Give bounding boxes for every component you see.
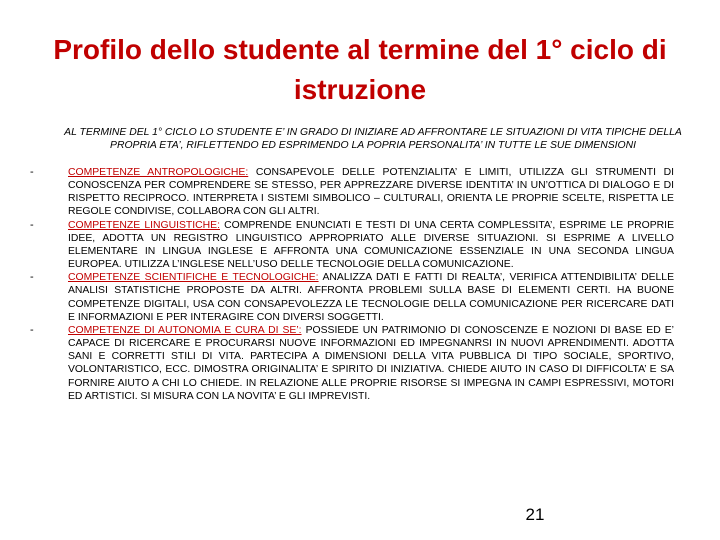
item-heading: COMPETENZE DI AUTONOMIA E CURA DI SE’: — [68, 324, 302, 336]
list-item — [28, 166, 674, 219]
intro-text: AL TERMINE DEL 1° CICLO LO STUDENTE E’ IN GRADO DI INIZIARE AD AFFRONTARE LE SITUAZIONI DI VITA TIPICHE DELLA PROPRIA ETA’, RIFLETTENDO ED ESPRIMENDO LA POPRIA PERSONALITA’ IN TUTTE LE SUE DIMENSIONI — [64, 127, 682, 151]
item-heading: COMPETENZE LINGUISTICHE: — [68, 219, 220, 231]
list-item-body — [68, 271, 674, 324]
item-text: CONSAPEVOLE DELLE POTENZIALITA’ E LIMITI, UTILIZZA GLI STRUMENTI DI CONOSCENZA PER COMPRENDERE SE STESSO, PER APPREZZARE DIVERSE IDENTITA’ IN UN’OTTICA DI DIALOGO E DI RISPETTO RECIPROCO. INTERPRETA I SISTEMI SIMBOLICO – CULTURALI, ORIENTA LE PROPRIE SCELTE, RISPETTA LE REGOLE CONDIVISE, COLLABORA CON GLI ALTRI. — [68, 167, 674, 218]
item-heading: COMPETENZE SCIENTIFICHE E TECNOLOGICHE: — [68, 272, 319, 284]
bullet-dash: - — [30, 166, 34, 178]
item-text: POSSIEDE UN PATRIMONIO DI CONOSCENZE E NOZIONI DI BASE ED E’ CAPACE DI RICERCARE E PROCURARSI NUOVE INFORMAZIONI ED IMPEGNANRSI IN NUOVI APRENDIMENTI. ADOTTA SANI E CORRETTI STILI DI VITA. PARTECIPA A DIMENSIONI DELLA VITA PUBBLICA DI TIPO SOCIALE, SPORTIVO, VOLONTARISTICO, ECC. DIMOSTRA ORIGINALITA’ E SPIRITO DI INIZIATIVA. CHIEDE AIUTO IN CASO DI DIFFICOLTA’ E SA FORNIRE AIUTO A CHI LO CHIEDE. IN RELAZIONE ALLE PROPRIE RISORSE SI IMPEGNA IN CAMPI ESPRESSIVI, MOTORI ED ARTISTICI. SI MISURA CON LA NOVITA’ E GLI IMPREVISTI. — [68, 324, 674, 402]
bullet-dash: - — [30, 271, 34, 284]
competence-list — [28, 166, 674, 403]
page-number: 21 — [525, 505, 545, 524]
bullet-dash: - — [30, 218, 34, 231]
list-item-body — [68, 219, 674, 272]
item-text: ANALIZZA DATI E FATTI DI REALTA’, VERIFICA ATTENDIBILITA’ DELLE ANALISI STATISTICHE PROPOSTE DA ALTRI. AFFRONTA PROBLEMI SULLA BASE DI ELEMENTI CERTI. HA BUONE COMPETENZE DIGITALI, USA CON CONSAPEVOLEZZA LE TECNOLOGIE DELLA COMUNICAZIONE PER RICERCARE DATI E INFORMAZIONI E PER INTERAGIRE CON DIVERSI SOGGETTI. — [68, 272, 675, 323]
list-item — [28, 271, 674, 324]
list-item-body — [68, 166, 674, 219]
item-text: COMPRENDE ENUNCIATI E TESTI DI UNA CERTA COMPLESSITA’, ESPRIME LE PROPRIE IDEE, ADOTTA UN REGISTRO LINGUISTICO APPROPRIATO ALLE DIVERSE SITUAZIONI. SI ESPRIME A LIVELLO ELEMENTARE IN LINGUA INGLESE E AFFRONTA UNA COMUNICAZIONE ESSENZIALE IN UNA SECONDA LINGUA EUROPEA. UTILIZZA L’INGLESE NELL’USO DELLE TECNOLOGIE DELLA COMUNICAZIONE. — [68, 219, 674, 271]
list-item-body — [68, 324, 674, 403]
bullet-dash: - — [30, 323, 34, 336]
list-item — [28, 219, 674, 272]
list-item — [28, 324, 674, 403]
item-heading: COMPETENZE ANTROPOLOGICHE: — [68, 167, 249, 178]
slide-title: Profilo dello studente al termine del 1° ciclo di istruzione — [53, 34, 667, 105]
